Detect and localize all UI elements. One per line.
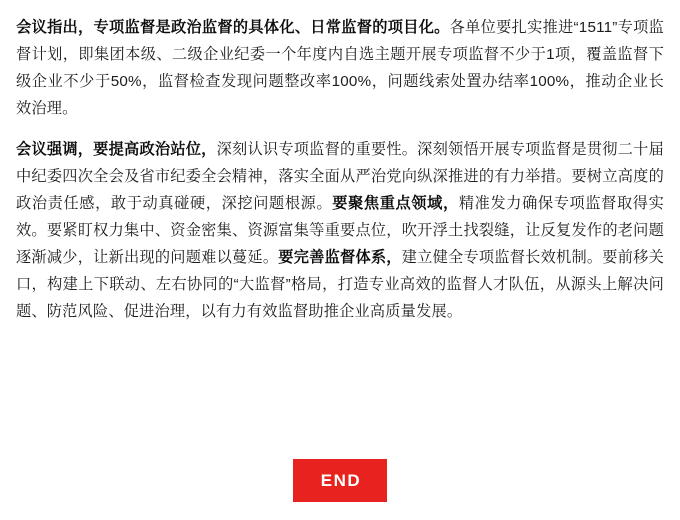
paragraph-2 xyxy=(16,136,664,325)
text-run: 各单位要扎实推进“1511”专项监督计划，即集团本级、二级企业纪委一个年度内自选主题开展专项监督不少于1项，覆盖监督下级企业不少于50%，监督检查发现问题整改率100%，问题线索处置办结率100%，推动企业长效治理。 xyxy=(16,19,664,118)
text-run: 精准发力确保专项监督取得实效。要紧盯权力集中、资金密集、资源富集等重要点位，吹开浮土找裂缝，让反复发作的老问题逐渐减少，让新出现的问题难以蔓延。 xyxy=(16,195,664,267)
text-run: 深刻认识专项监督的重要性。深刻领悟开展专项监督是贯彻二十届中纪委四次全会及省市纪委全会精神，落实全面从严治党向纵深推进的有力举措。要树立高度的政治责任感，敢于动真碰硬，深挖问题根源。 xyxy=(16,141,664,213)
end-badge: END xyxy=(293,459,387,502)
text-run-bold: 要完善监督体系， xyxy=(278,249,402,267)
text-run-bold: 会议指出，专项监督是政治监督的具体化、日常监督的项目化。 xyxy=(16,19,450,36)
text-run-bold: 会议强调，要提高政治站位， xyxy=(16,141,217,159)
paragraph-1 xyxy=(16,14,664,122)
text-run: 建立健全专项监督长效机制。要前移关口，构建上下联动、左右协同的“大监督”格局，打造专业高效的监督人才队伍，从源头上解决问题、防范风险、促进治理，以有力有效监督助推企业高质量发展。 xyxy=(16,249,664,321)
end-badge-container xyxy=(0,459,680,502)
text-run-bold: 要聚焦重点领域， xyxy=(332,195,459,213)
